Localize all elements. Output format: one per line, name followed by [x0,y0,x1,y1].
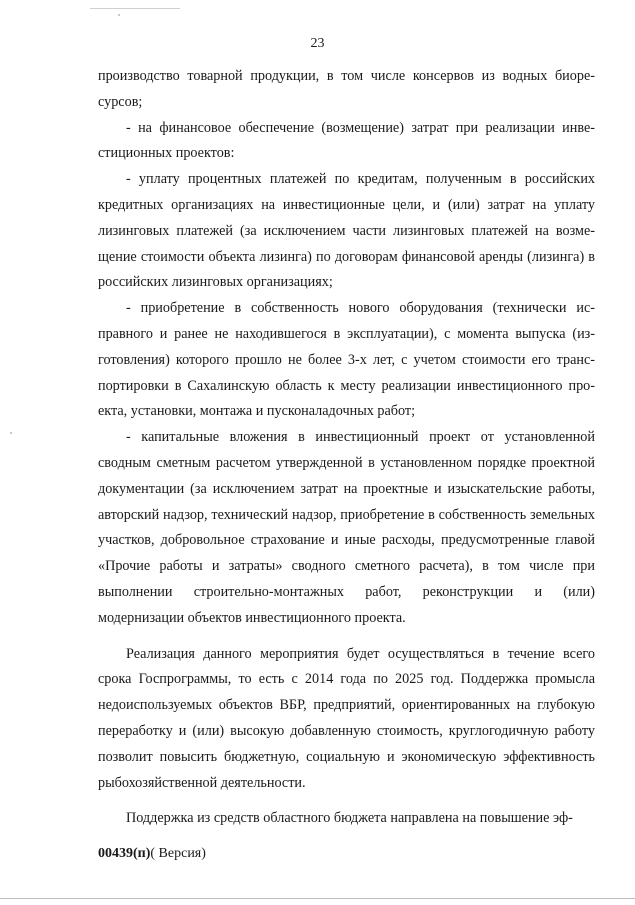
document-version: ( Версия) [150,846,206,861]
scan-speck [118,14,120,16]
paragraph-7: Поддержка из средств областного бюджета направлена на повышение эф- [126,810,573,827]
scan-edge-bottom [0,898,635,899]
document-code: 00439(п) [98,846,151,861]
paragraph-2: - на финансовое обеспечение (возмещение) затрат при реализации инвестиционных проектов: [98,119,595,162]
paragraph-1: производство товарной продукции, в том числе консервов из водных биоресурсов; [98,68,595,110]
document-footer [98,846,206,862]
paragraph-5: - капитальные вложения в инвестиционный проект от установленной сводным сметным расчетом утвержденной в установленном порядке проектной документации (за исключением затрат на проектные и изыскательские работы, авторский надзор, технический надзор, приобретение в собственность земельных участков, добровольное страхование и иные расходы, предусмотренные главой «Прочие работы и затраты» сводного сметного расчета), в том числе при выполнении строительно-монтажных работ, реконструкции и (или) модернизации объектов инвестиционного проекта. [98,429,595,626]
scan-speck [10,432,12,434]
paragraph-6: Реализация данного мероприятия будет осуществляться в течение всего срока Госпрограммы, то есть с 2014 года по 2025 год. Поддержка промысла недоиспользуемых объектов ВБР, предприятий, ориентированных на глубокую переработку и (или) высокую добавленную стоимость, круглогодичную работу позволит повысить бюджетную, социальную и экономическую эффективность рыбохозяйственной деятельности. [98,645,595,791]
page-number: 23 [310,36,325,51]
document-body [98,64,595,832]
paragraph-3: - уплату процентных платежей по кредитам, полученным в российских кредитных организациях на инвестиционные цели, и (или) затрат на уплату лизинговых платежей (за исключением части лизинговых платежей на возмещение стоимости объекта лизинга) по договорам финансовой аренды (лизинга) в российских лизинговых организациях; [98,171,595,291]
scan-edge-top [90,8,180,9]
paragraph-4: - приобретение в собственность нового оборудования (технически исправного и ранее не находившегося в эксплуатации), с момента выпуска (изготовления) которого прошло не более 3-х лет, с учетом стоимости его транспортировки в Сахалинскую область к месту реализации инвестиционного проекта, установки, монтажа и пусконаладочных работ; [98,300,595,420]
